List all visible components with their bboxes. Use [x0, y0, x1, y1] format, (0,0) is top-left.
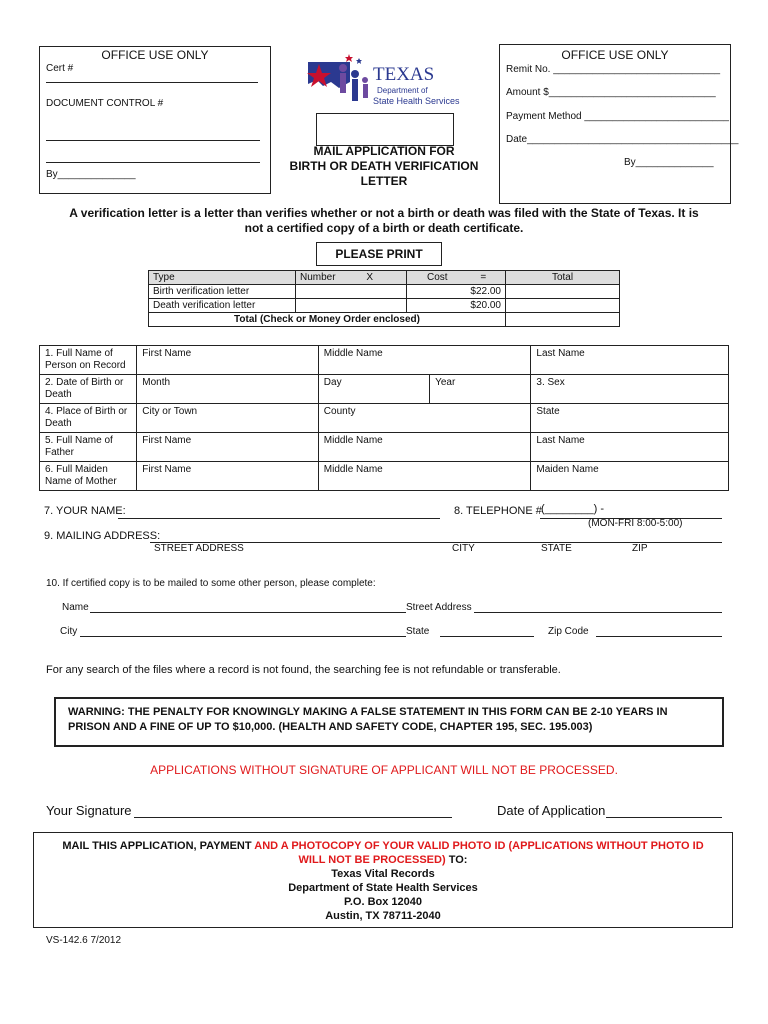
- record-table: [39, 345, 729, 491]
- texas-star-people-icon: [305, 52, 377, 110]
- cert-line: [46, 82, 258, 83]
- other-state-label: State: [406, 626, 430, 637]
- other-city-input[interactable]: [80, 636, 406, 637]
- fee-note: For any search of the files where a record is not found, the searching fee is not refundable or transferable.: [46, 664, 561, 676]
- remit-no: Remit No. ______________________________: [506, 64, 721, 75]
- record-row: [40, 375, 729, 404]
- date-of-application-input[interactable]: [606, 817, 722, 818]
- fee-row-death: [149, 299, 620, 313]
- form-id: VS-142.6 7/2012: [46, 935, 122, 946]
- state-field[interactable]: State: [531, 404, 729, 433]
- telephone-label: 8. TELEPHONE #: [454, 505, 542, 517]
- middle-name-field[interactable]: Middle Name: [318, 346, 531, 375]
- telephone-fill: (________) -: [541, 503, 604, 515]
- fee-total-label: Total (Check or Money Order enclosed): [149, 313, 506, 327]
- signature-input[interactable]: [134, 817, 452, 818]
- city-town-field[interactable]: City or Town: [137, 404, 319, 433]
- title-line-2: BIRTH OR DEATH VERIFICATION: [289, 159, 479, 173]
- year-field[interactable]: Year: [430, 375, 531, 404]
- mail-part-1: MAIL THIS APPLICATION, PAYMENT: [62, 840, 255, 852]
- fee-number-input[interactable]: [296, 285, 407, 299]
- other-state-input[interactable]: [440, 636, 534, 637]
- logo-dshs: State Health Services: [373, 96, 460, 106]
- other-person-intro: 10. If certified copy is to be mailed to some other person, please complete:: [46, 578, 376, 589]
- grand-total-input[interactable]: [506, 313, 620, 327]
- mail-part-4: TO:: [445, 854, 468, 866]
- other-street-input[interactable]: [474, 612, 722, 613]
- other-city-label: City: [60, 626, 78, 637]
- other-name-label: Name: [62, 602, 89, 613]
- fee-total-input[interactable]: [506, 299, 620, 313]
- form-title: [270, 144, 498, 189]
- control-box: [316, 113, 454, 146]
- street-address-caption: STREET ADDRESS: [154, 543, 244, 554]
- mailing-address-label: 9. MAILING ADDRESS:: [44, 530, 161, 542]
- row-label: 1. Full Name of Person on Record: [40, 346, 137, 375]
- office-use-left: [39, 46, 271, 194]
- row-label: 2. Date of Birth or Death: [40, 375, 137, 404]
- fee-row-total: [149, 313, 620, 327]
- date-of-application-label: Date of Application: [497, 803, 606, 818]
- fee-row-birth: [149, 285, 620, 299]
- record-row: [40, 346, 729, 375]
- your-name-input[interactable]: [118, 518, 440, 519]
- row-label: 4. Place of Birth or Death: [40, 404, 137, 433]
- mail-part-2: AND A PHOTOCOPY OF YOUR VALID PHOTO ID (APPLICATIONS WITHOUT PHOTO ID: [254, 840, 704, 852]
- intro-line-2: not a certified copy of a birth or death certificate.: [244, 221, 524, 235]
- office-date: Date______________________________________: [506, 134, 739, 145]
- logo-texas: TEXAS: [373, 64, 435, 85]
- county-field[interactable]: County: [318, 404, 531, 433]
- office-left-title: OFFICE USE ONLY: [101, 48, 209, 62]
- mother-middle-name-field[interactable]: Middle Name: [318, 462, 531, 491]
- warning-box: [54, 697, 724, 747]
- mail-instructions-box: [33, 832, 733, 928]
- father-middle-name-field[interactable]: Middle Name: [318, 433, 531, 462]
- state-caption: STATE: [541, 543, 572, 554]
- fee-type: Death verification letter: [149, 299, 296, 313]
- warning-line-2: PRISON AND A FINE OF UP TO $10,000. (HEALTH AND SAFETY CODE, CHAPTER 195, SEC. 195.003): [68, 721, 593, 733]
- signature-label: Your Signature: [46, 803, 132, 818]
- other-street-label: Street Address: [406, 602, 472, 613]
- header-eq: =: [480, 272, 487, 283]
- father-first-name-field[interactable]: First Name: [137, 433, 319, 462]
- record-row: [40, 462, 729, 491]
- intro-text: [20, 206, 748, 236]
- day-field[interactable]: Day: [318, 375, 429, 404]
- fee-cost: $22.00: [407, 285, 506, 299]
- mail-line-2: [34, 853, 732, 867]
- mail-address-2: Department of State Health Services: [288, 882, 478, 894]
- mail-address-1: Texas Vital Records: [331, 868, 435, 880]
- header-x: X: [366, 272, 374, 283]
- dshs-logo: [305, 52, 470, 110]
- fee-type: Birth verification letter: [149, 285, 296, 299]
- title-line-1: MAIL APPLICATION FOR: [313, 144, 455, 158]
- header-cost: Cost: [427, 272, 448, 283]
- record-row: [40, 404, 729, 433]
- first-name-field[interactable]: First Name: [137, 346, 319, 375]
- fee-header-number: [296, 271, 407, 285]
- row-label: 5. Full Name of Father: [40, 433, 137, 462]
- mail-address-4: Austin, TX 78711-2040: [325, 910, 441, 922]
- sex-field[interactable]: 3. Sex: [531, 375, 729, 404]
- your-name-label: 7. YOUR NAME:: [44, 505, 126, 517]
- fee-header-row: [149, 271, 620, 285]
- fee-total-input[interactable]: [506, 285, 620, 299]
- father-last-name-field[interactable]: Last Name: [531, 433, 729, 462]
- fee-header-total: Total: [506, 271, 620, 285]
- fee-cost: $20.00: [407, 299, 506, 313]
- record-row: [40, 433, 729, 462]
- by-left: By______________: [46, 169, 136, 180]
- by-right: By______________: [624, 157, 714, 168]
- signature-notice: APPLICATIONS WITHOUT SIGNATURE OF APPLICANT WILL NOT BE PROCESSED.: [150, 763, 618, 777]
- doc-control-label: DOCUMENT CONTROL #: [46, 98, 164, 109]
- other-name-input[interactable]: [90, 612, 406, 613]
- office-right-title: OFFICE USE ONLY: [561, 48, 669, 62]
- other-zip-input[interactable]: [596, 636, 722, 637]
- payment-method: Payment Method __________________________: [506, 111, 729, 122]
- intro-line-1: A verification letter is a letter than verifies whether or not a birth or death was filed with the State of Texas. It is: [69, 206, 699, 220]
- mail-part-3: WILL NOT BE PROCESSED): [298, 854, 446, 866]
- header-number: Number: [300, 272, 336, 283]
- last-name-field[interactable]: Last Name: [531, 346, 729, 375]
- mother-maiden-name-field[interactable]: Maiden Name: [531, 462, 729, 491]
- mail-address-3: P.O. Box 12040: [343, 896, 423, 908]
- doc-line-1: [46, 140, 260, 141]
- doc-line-2: [46, 162, 260, 163]
- city-caption: CITY: [452, 543, 475, 554]
- row-label: 6. Full Maiden Name of Mother: [40, 462, 137, 491]
- title-line-3: LETTER: [360, 174, 408, 188]
- please-print: PLEASE PRINT: [316, 242, 442, 266]
- cert-label: Cert #: [46, 63, 74, 74]
- amount: Amount $______________________________: [506, 87, 716, 98]
- fee-header-type: Type: [149, 271, 296, 285]
- logo-dept: Department of: [377, 86, 428, 95]
- mail-line-1: [34, 833, 732, 853]
- month-field[interactable]: Month: [137, 375, 319, 404]
- fee-table: [148, 270, 620, 327]
- warning-line-1: WARNING: THE PENALTY FOR KNOWINGLY MAKING A FALSE STATEMENT IN THIS FORM CAN BE 2-10 YEARS IN: [68, 706, 668, 718]
- office-use-right: [499, 44, 739, 204]
- mother-first-name-field[interactable]: First Name: [137, 462, 319, 491]
- other-zip-label: Zip Code: [548, 626, 589, 637]
- telephone-hours: (MON-FRI 8:00-5:00): [588, 518, 683, 529]
- fee-number-input[interactable]: [296, 299, 407, 313]
- zip-caption: ZIP: [632, 543, 648, 554]
- fee-header-cost: [407, 271, 506, 285]
